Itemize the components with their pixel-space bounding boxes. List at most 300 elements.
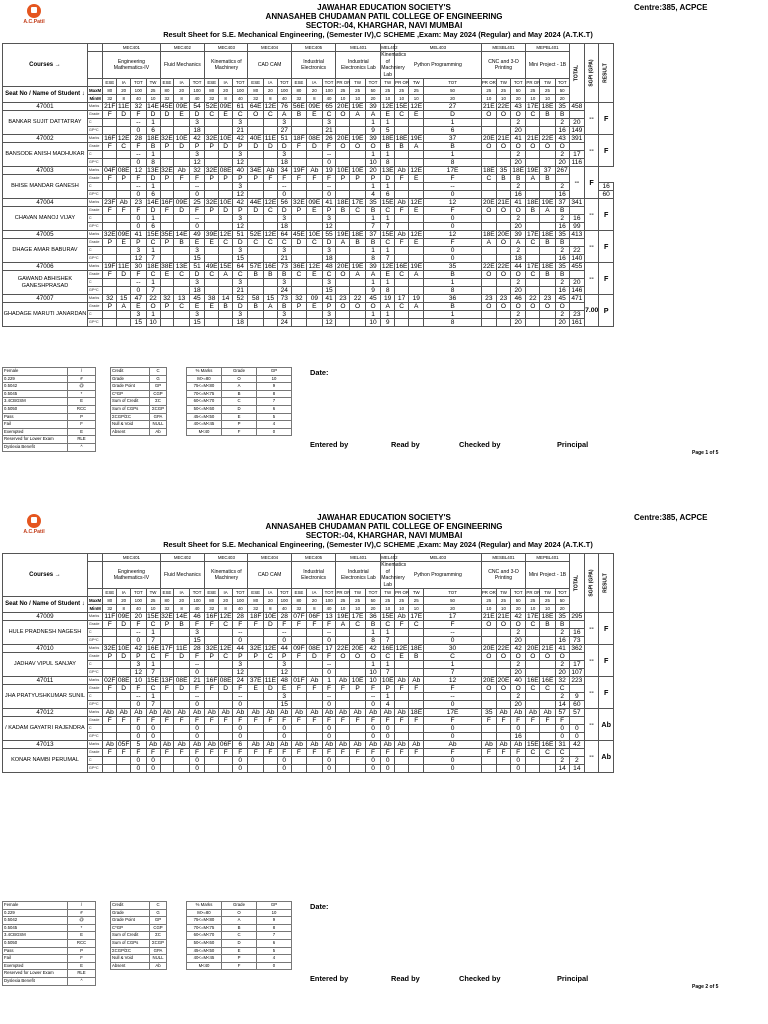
score-cell: O [336, 143, 350, 151]
column-header: TW [350, 589, 365, 597]
score-cell: 0 [277, 637, 291, 645]
score-cell: 35 [555, 613, 569, 621]
legend-cell: 5 [257, 947, 292, 955]
maxm-value: 50 [510, 597, 525, 605]
score-cell [350, 725, 365, 733]
score-cell [117, 279, 131, 287]
score-cell: 8 [146, 159, 160, 167]
result-value: F [598, 103, 613, 135]
score-cell: 3 [277, 693, 291, 701]
score-cell: 7 [146, 669, 160, 677]
student-marks-row [3, 741, 721, 749]
score-cell [409, 159, 424, 167]
score-cell: 18E [526, 199, 539, 206]
column-header: TOT [555, 589, 569, 597]
score-cell [481, 127, 496, 135]
maxm-value: 25 [540, 597, 555, 605]
score-cell: 0 [424, 255, 481, 263]
score-cell [409, 279, 424, 287]
score-cell: 20E [337, 263, 349, 270]
score-cell: 1 [381, 151, 395, 159]
legend-cell: E [222, 413, 257, 421]
score-cell [395, 279, 409, 287]
total-marks: 295 [569, 613, 584, 621]
score-cell: 12E [117, 135, 130, 142]
subject-name: Industrial Electronics Lab [336, 562, 381, 589]
column-header: TOT [322, 79, 336, 87]
subject-code: MEPBL401 [526, 44, 569, 52]
legend-cell: 70<=M<75 [187, 924, 222, 932]
score-cell: Ab [131, 709, 146, 717]
row-type-label: Marks [87, 295, 102, 303]
score-cell [263, 701, 277, 709]
score-cell: C [146, 621, 160, 629]
score-cell [409, 629, 424, 637]
score-cell: 0 [365, 757, 380, 765]
score-cell: 7 [365, 223, 380, 231]
score-cell [307, 223, 322, 231]
score-cell [205, 629, 219, 637]
score-cell: 1 [365, 661, 380, 669]
score-cell: E [409, 239, 424, 247]
score-cell [540, 637, 555, 645]
score-cell: O [497, 239, 511, 247]
score-cell: -- [189, 215, 204, 223]
subject-name: CNC and 3-D Printing [481, 562, 526, 589]
row-type-label: Marks [87, 709, 102, 717]
score-cell [307, 183, 322, 191]
row-type-label: C [87, 757, 102, 765]
score-cell: 2 [555, 311, 569, 319]
score-cell [336, 701, 350, 709]
score-cell: 16E [541, 677, 554, 684]
score-cell: C [233, 271, 248, 279]
minm-value: 10 [409, 605, 424, 613]
maxm-value: 80 [291, 597, 306, 605]
score-cell: C [540, 685, 555, 693]
score-cell: B [365, 207, 380, 215]
subject-code: MESBL401 [481, 44, 526, 52]
score-cell: D [219, 685, 233, 693]
score-cell [481, 661, 496, 669]
score-cell [174, 215, 189, 223]
score-cell: 41 [510, 135, 525, 143]
score-cell [205, 119, 219, 127]
row-type-label: Marks [87, 645, 102, 653]
score-cell: D [291, 239, 306, 247]
column-header: TOT [131, 79, 146, 87]
seat-name-header: Seat No / Name of Student ↓ [3, 87, 88, 103]
score-cell: 18E [541, 263, 554, 270]
score-cell [219, 661, 233, 669]
score-cell [160, 765, 174, 773]
maxm-value: 80 [248, 597, 263, 605]
score-cell: Ab [395, 167, 409, 175]
score-cell: 52E [249, 231, 262, 238]
score-cell [540, 215, 555, 223]
score-cell: C [526, 621, 540, 629]
score-cell [336, 287, 350, 295]
score-cell: 1 [146, 247, 160, 255]
score-cell [263, 223, 277, 231]
score-cell: 0 [146, 757, 160, 765]
score-cell: 13E [147, 167, 159, 174]
score-cell [103, 183, 117, 191]
score-cell: 0 [146, 725, 160, 733]
maxm-value: 100 [322, 87, 336, 95]
score-cell: 3 [189, 311, 204, 319]
score-cell: 22E [497, 103, 510, 110]
score-cell: 1 [365, 629, 380, 637]
score-cell [205, 733, 219, 741]
score-cell: 56E [293, 103, 305, 110]
score-cell: -- [189, 661, 204, 669]
score-cell: A [540, 207, 555, 215]
score-cell [174, 757, 189, 765]
score-cell: 42 [233, 135, 248, 143]
score-cell: D [117, 271, 131, 279]
student-name: CHAVAN MANOJ VIJAY [3, 207, 88, 231]
score-cell: A [219, 271, 233, 279]
score-cell [160, 127, 174, 135]
sgpi-value: -- [585, 645, 599, 677]
score-cell: O [481, 143, 496, 151]
minm-value: 10 [526, 605, 540, 613]
score-cell [526, 183, 540, 191]
score-cell: A [526, 175, 540, 183]
score-cell: 3 [233, 279, 248, 287]
score-cell: 37 [555, 199, 569, 207]
score-cell [526, 127, 540, 135]
score-cell [248, 637, 263, 645]
sgpi-value: -- [569, 167, 584, 199]
score-cell: F [381, 749, 395, 757]
score-cell: Ab [205, 709, 219, 717]
score-cell: 17 [322, 645, 336, 653]
subject-code: MEC403 [205, 44, 248, 52]
score-cell: 0 [322, 669, 336, 677]
score-cell [248, 693, 263, 701]
score-cell: -- [322, 151, 336, 159]
score-cell [336, 669, 350, 677]
legend-row [111, 932, 167, 940]
score-cell: F [395, 239, 409, 247]
column-header: PR OR [395, 80, 410, 85]
score-cell [205, 287, 219, 295]
legend-term: Female [3, 902, 68, 910]
score-cell: Ab [424, 741, 481, 749]
score-cell [219, 127, 233, 135]
score-cell: F [131, 143, 146, 151]
score-cell: O [365, 303, 380, 311]
credit-total: 17 [569, 661, 584, 669]
score-cell [263, 279, 277, 287]
column-header: TOT [189, 79, 204, 87]
legend-cell: O [222, 909, 257, 917]
score-cell: 2 [555, 279, 569, 287]
legend-term: Female [3, 368, 68, 376]
minm-value: 10 [526, 95, 540, 103]
score-cell: E [219, 111, 233, 119]
score-cell: F [189, 749, 204, 757]
row-type-label: Grade [87, 271, 102, 279]
score-cell [481, 215, 496, 223]
column-header: TOT [189, 589, 204, 597]
score-cell: 41 [555, 645, 569, 653]
score-cell: 24 [277, 319, 291, 327]
score-cell [263, 311, 277, 319]
score-cell [395, 661, 409, 669]
score-cell [350, 765, 365, 773]
row-type-label: C [87, 119, 102, 127]
score-cell [395, 733, 409, 741]
logo-text: A.C.Patil [23, 19, 45, 25]
score-cell: E [307, 303, 322, 311]
score-cell [174, 765, 189, 773]
score-cell: 1 [365, 215, 380, 223]
score-cell: 0 [131, 757, 146, 765]
score-cell: Ab [365, 709, 380, 717]
maxm-value: 25 [381, 87, 395, 95]
score-cell: Ab [481, 741, 496, 749]
score-cell: 0 [189, 757, 204, 765]
score-cell [350, 629, 365, 637]
score-cell: O [481, 303, 496, 311]
score-cell: 1 [322, 677, 336, 685]
minm-value: 10 [409, 95, 424, 103]
score-cell [174, 255, 189, 263]
row-type-label: GP*C [87, 255, 102, 263]
score-cell [409, 247, 424, 255]
score-cell: F [131, 207, 146, 215]
score-cell: O [481, 685, 496, 693]
student-marks-row [3, 231, 721, 239]
score-cell: C [263, 207, 277, 215]
score-cell: 32E [103, 231, 116, 238]
score-cell: 20 [510, 637, 525, 645]
seat-number: 47002 [3, 135, 88, 143]
score-cell [307, 255, 322, 263]
score-cell: 06F [307, 613, 322, 621]
result-value: F [598, 645, 613, 677]
score-cell: F [409, 749, 424, 757]
score-cell: D [174, 685, 189, 693]
column-header: TOT [555, 79, 569, 87]
score-cell [160, 669, 174, 677]
score-cell: C [555, 749, 569, 757]
score-cell: 35 [365, 199, 380, 207]
score-cell: 20 [555, 669, 569, 677]
score-cell: 8 [365, 637, 380, 645]
score-cell: 20E [526, 645, 539, 652]
score-cell [248, 127, 263, 135]
score-cell: 37 [540, 167, 555, 175]
score-cell: 08E [308, 135, 321, 142]
score-cell: B [381, 143, 395, 151]
score-cell: 17E [526, 231, 539, 238]
seat-name-header: Seat No / Name of Student ↓ [3, 597, 88, 613]
score-cell: 1 [365, 279, 380, 287]
score-cell: P [103, 239, 117, 247]
score-cell [103, 279, 117, 287]
score-cell: 10 [365, 319, 380, 327]
legend-symbol: E [68, 932, 96, 940]
student-marks-row [3, 103, 721, 111]
minm-value: 10 [395, 605, 409, 613]
score-cell [307, 247, 322, 255]
score-cell: 6 [424, 127, 481, 135]
score-cell: E [205, 239, 219, 247]
score-cell [540, 191, 555, 199]
score-cell: Ab [263, 709, 277, 717]
blank-cell [569, 111, 584, 119]
score-cell: B [497, 175, 511, 183]
score-cell [291, 725, 306, 733]
score-cell: F [189, 207, 204, 215]
score-cell [497, 119, 511, 127]
score-cell: F [219, 717, 233, 725]
score-cell: 3 [322, 279, 336, 287]
legend-abbrev: NULL [150, 421, 167, 429]
score-cell: O [350, 143, 365, 151]
score-cell: 44 [233, 645, 248, 653]
score-cell [291, 733, 306, 741]
score-cell: F [103, 111, 117, 119]
score-cell [263, 319, 277, 327]
legend-row [187, 428, 292, 436]
score-cell: 19E [337, 613, 349, 620]
score-cell: F [409, 717, 424, 725]
score-cell [526, 693, 540, 701]
score-cell: 0 [233, 757, 248, 765]
score-cell [103, 287, 117, 295]
score-cell: 49E [205, 263, 218, 270]
score-cell [103, 725, 117, 733]
score-cell: B [277, 303, 291, 311]
legend-row [111, 413, 167, 421]
score-cell: Ab [205, 741, 219, 749]
score-cell: 11E [118, 263, 130, 270]
legend-symbol: RLE [68, 436, 96, 444]
score-cell [409, 757, 424, 765]
legend-row [187, 383, 292, 391]
score-cell: O [526, 143, 540, 151]
score-cell: E [409, 207, 424, 215]
score-cell: 0 [322, 159, 336, 167]
legend-row [3, 924, 96, 932]
score-cell [526, 661, 540, 669]
score-cell: 0 [146, 733, 160, 741]
score-cell: 16F [206, 613, 218, 620]
score-cell: D [117, 621, 131, 629]
score-cell: O [336, 653, 350, 661]
score-cell [307, 669, 322, 677]
score-cell [263, 725, 277, 733]
score-cell [481, 765, 496, 773]
total-marks: 471 [569, 295, 584, 303]
score-cell: -- [233, 629, 248, 637]
score-cell: -- [365, 693, 380, 701]
maxm-value: 20 [117, 87, 131, 95]
score-cell: 0 [189, 701, 204, 709]
score-cell [117, 183, 131, 191]
score-cell: Ab [263, 167, 277, 175]
score-cell: F [205, 621, 219, 629]
score-cell: 61 [233, 103, 248, 111]
score-cell: 30 [131, 263, 146, 271]
score-cell: 20E [497, 677, 510, 684]
legend-abbrev: NULL [150, 955, 167, 963]
score-cell [481, 701, 496, 709]
score-cell: F [131, 111, 146, 119]
legend-cell: A [222, 917, 257, 925]
score-cell: 07F [291, 613, 306, 621]
legend-row [3, 917, 96, 925]
score-cell: 0 [510, 757, 525, 765]
score-cell [481, 693, 496, 701]
score-cell: 16E [381, 645, 394, 652]
score-cell: -- [189, 693, 204, 701]
blank-cell [569, 239, 584, 247]
score-cell [395, 629, 409, 637]
column-header: ESE [160, 79, 174, 87]
score-cell: 2 [510, 629, 525, 637]
score-cell [219, 215, 233, 223]
score-cell [540, 151, 555, 159]
score-cell: 20E [337, 135, 349, 142]
score-cell [174, 311, 189, 319]
score-cell [248, 757, 263, 765]
score-cell: 0 [555, 725, 569, 733]
score-cell: 21E [497, 613, 510, 620]
score-cell [291, 247, 306, 255]
score-cell: 25 [189, 199, 204, 207]
score-cell: 15E [395, 103, 408, 110]
score-cell [395, 311, 409, 319]
score-cell: O [350, 653, 365, 661]
legend-term: Absent [111, 428, 150, 436]
score-cell: 0 [277, 733, 291, 741]
score-cell [409, 191, 424, 199]
score-cell: 16F [161, 199, 173, 206]
score-cell: D [307, 653, 322, 661]
minm-value: 10 [497, 95, 511, 103]
score-cell: B [365, 239, 380, 247]
score-cell: F [103, 207, 117, 215]
row-type-label: GP*C [87, 127, 102, 135]
row-type-label: Grade [87, 653, 102, 661]
score-cell: 09E [308, 103, 321, 110]
score-cell: C [307, 239, 322, 247]
score-cell: -- [322, 661, 336, 669]
score-cell: 3 [233, 151, 248, 159]
score-cell: F [424, 749, 481, 757]
score-cell: 5 [131, 741, 146, 749]
score-cell: 12E [264, 645, 277, 652]
total-header [569, 554, 584, 613]
minm-value: 10 [350, 95, 365, 103]
score-cell: F [336, 685, 350, 693]
seat-number: 47007 [3, 295, 88, 303]
seat-number: 47010 [3, 645, 88, 653]
legend-term: Reserved for Lower Exam [3, 970, 68, 978]
score-cell: F [424, 685, 481, 693]
score-cell: C [277, 239, 291, 247]
score-cell: -- [424, 629, 481, 637]
seat-number: 47009 [3, 613, 88, 621]
blank-cell [569, 685, 584, 693]
column-header: PR OR [526, 590, 541, 595]
